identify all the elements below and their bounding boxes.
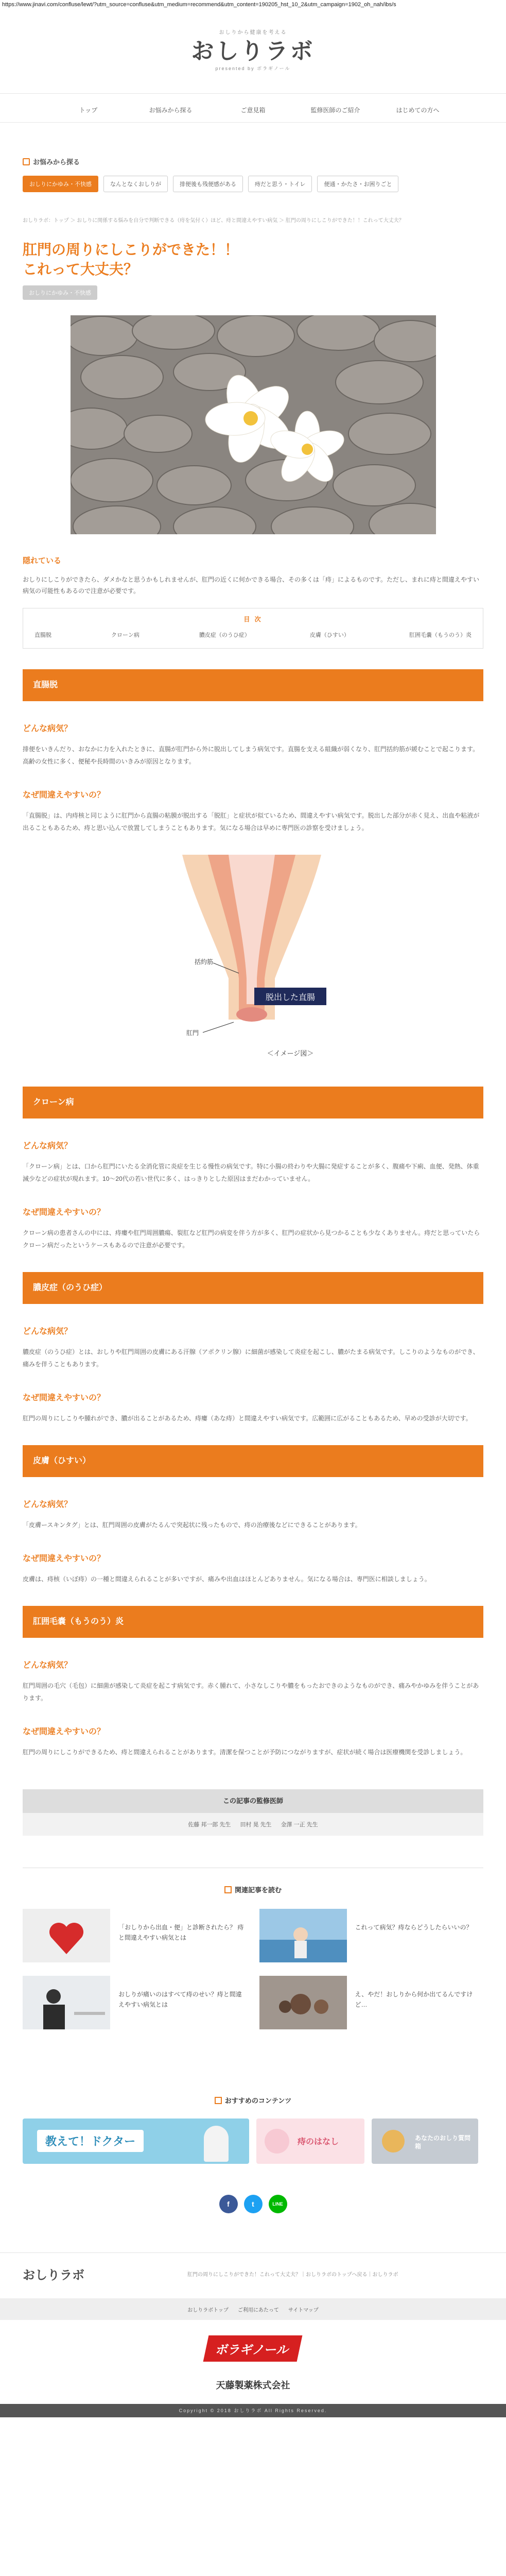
subheading-what: どんな病気？ bbox=[23, 1500, 73, 1509]
site-header bbox=[0, 19, 506, 94]
footer-nav-top[interactable]: おしりラボトップ bbox=[187, 2307, 229, 2313]
banner-hemorrhoid-story[interactable] bbox=[256, 2119, 364, 2164]
line-share-icon[interactable]: LINE bbox=[269, 2195, 287, 2213]
related-thumbnail bbox=[259, 1909, 347, 1962]
banner-label: あなたのおしり質問箱 bbox=[415, 2134, 471, 2150]
banner-question-box[interactable] bbox=[372, 2119, 478, 2164]
related-thumbnail bbox=[23, 1909, 110, 1962]
related-title: 「おしりから出血・便」と診断されたら？ 痔と間違えやすい病気とは bbox=[118, 1924, 244, 1941]
doctor-icon bbox=[204, 2126, 229, 2162]
tag-itch[interactable]: おしりにかゆみ・不快感 bbox=[23, 176, 98, 192]
share-buttons bbox=[23, 2195, 483, 2213]
recommend-heading-text: おすすめのコンテンツ bbox=[224, 2097, 292, 2105]
brand-logos bbox=[0, 2335, 506, 2392]
table-of-contents bbox=[23, 608, 483, 649]
checkbox-icon bbox=[23, 158, 30, 165]
section-text: 肛門の周りにしこりや腫れができ、膿が出ることがあるため、痔瘻（あな痔）と間違えやすい病気です。広範囲に広がることもあるため、早めの受診が大切です。 bbox=[23, 1415, 472, 1422]
boraginol-logo[interactable]: ボラギノール bbox=[203, 2335, 303, 2362]
section-text: 「直腸脱」は、内痔核と同じように肛門から直腸の粘膜が脱出する「脱肛」と症状が似ているため、間違えやすい病気です。脱出した部分が赤く見え、出血や粘液が出ることもあるため、痔と思い込んで放置してしまうこともあります。気になる場合は早めに専門医の診察を受けましょう。 bbox=[23, 812, 480, 832]
illu-label-prolapse: 脱出した直腸 bbox=[265, 993, 316, 1002]
supervisor-heading: この記事の監修医師 bbox=[23, 1789, 483, 1813]
title-line-1: 肛門の周りにしこりができた！！ bbox=[23, 242, 239, 258]
face-icon bbox=[265, 2129, 289, 2154]
toc-item-2[interactable]: クローン病 bbox=[111, 632, 139, 638]
recommend-banners bbox=[23, 2119, 483, 2164]
section-text: 「皮膚ースキンタグ」とは、肛門周囲の皮膚がたるんで突起状に残ったもので、痔の治療後などにできることがあります。 bbox=[23, 1521, 361, 1529]
section-heading-crohn: クローン病 bbox=[23, 1087, 483, 1118]
list-icon bbox=[224, 1886, 232, 1893]
subheading-why-confused: なぜ間違えやすいの？ bbox=[23, 1394, 106, 1402]
subheading-why-confused: なぜ間違えやすいの？ bbox=[23, 1208, 106, 1217]
category-badge[interactable]: おしりにかゆみ・不快感 bbox=[23, 285, 97, 300]
copyright: Copyright © 2018 おしりラボ All Rights Reserved. bbox=[0, 2404, 506, 2417]
site-logo[interactable] bbox=[0, 36, 506, 72]
related-thumbnail bbox=[259, 1976, 347, 2029]
nav-doctors[interactable]: 監修医師のご紹介 bbox=[310, 107, 360, 114]
nav-first-time[interactable]: はじめての方へ bbox=[396, 107, 440, 114]
related-article[interactable] bbox=[259, 1976, 484, 2029]
maker-logo[interactable]: 天藤製薬株式会社 bbox=[216, 2380, 290, 2391]
title-line-2: これって大丈夫？ bbox=[23, 261, 138, 277]
tag-bowel[interactable]: 便通・かたさ・お困りごと bbox=[317, 176, 398, 192]
related-title: え、やだ！おしりから何か出てるんですけど… bbox=[355, 1991, 473, 2008]
illu-caption: ＜イメージ図＞ bbox=[267, 1049, 314, 1057]
section-text: 排便をいきんだり、おなかに力を入れたときに、直腸が肛門から外に脱出してしまう病気です。直腸を支える組織が弱くなり、肛門括約筋が緩むことで起こります。高齢の女性に多く、便秘や長時間のいきみが原因となります。 bbox=[23, 745, 479, 765]
toc-item-3[interactable]: 膿皮症（のうひ症） bbox=[199, 632, 250, 638]
illu-label-anus: 肛門 bbox=[186, 1029, 199, 1037]
related-title: おしりが痛いのはすべて痔のせい？痔と間違えやすい病気とは bbox=[118, 1991, 242, 2008]
lead-heading: 隠れている bbox=[23, 556, 62, 565]
subheading-why-confused: なぜ間違えやすいの？ bbox=[23, 1727, 106, 1736]
section-text: 皮膚は、痔核（いぼ痔）の一種と間違えられることが多いですが、痛みや出血はほとんどありません。気になる場合は、専門医に相談しましょう。 bbox=[23, 1575, 431, 1583]
related-title: これって病気？痔ならどうしたらいいの？ bbox=[355, 1924, 473, 1931]
tag-toilet[interactable]: 痔だと思う・トイレ bbox=[248, 176, 312, 192]
tagbox-title: お悩みから探る bbox=[33, 158, 80, 166]
footer-nav-sitemap[interactable]: サイトマップ bbox=[288, 2307, 319, 2313]
site-footer bbox=[0, 2252, 506, 2417]
section-text: 膿皮症（のうひ症）とは、おしりや肛門周囲の皮膚にある汗腺（アポクリン腺）に細菌が感染して炎症を起こし、膿がたまる病気です。しこりのようなものができ、痛みを伴うこともあります。 bbox=[23, 1348, 479, 1368]
tag-residual[interactable]: 排便後も残便感がある bbox=[173, 176, 243, 192]
footer-nav bbox=[0, 2298, 506, 2320]
subheading-why-confused: なぜ間違えやすいの？ bbox=[23, 1554, 106, 1563]
logo-text: おしりラボ bbox=[191, 39, 315, 64]
subheading-what: どんな病気？ bbox=[23, 724, 73, 733]
site-tagline: おしりから健康を考える bbox=[219, 30, 287, 36]
nav-concerns[interactable]: お悩みから探る bbox=[149, 107, 193, 114]
footer-links[interactable]: 肛門の周りにしこりができた！これって大丈夫？｜おしりラボのトップへ戻る｜おしりラボ bbox=[187, 2272, 398, 2278]
nav-feedback[interactable]: ご意見箱 bbox=[240, 107, 266, 114]
twitter-share-icon[interactable]: t bbox=[244, 2195, 263, 2213]
breadcrumb[interactable]: おしりラボ：トップ ＞ おしりに関係する悩みを自分で判断できる（痔を気付く）ほど、痔と間違えやすい病気 ＞ 肛門の周りにしこりができた！！これって大丈夫？ bbox=[23, 218, 404, 224]
section-heading-rectal-prolapse: 直腸脱 bbox=[23, 669, 483, 701]
nav-top[interactable]: トップ bbox=[79, 107, 98, 114]
banner-label: 教えて！ドクター bbox=[37, 2130, 144, 2152]
section-text: クローン病の患者さんの中には、痔瘻や肛門周囲膿瘍、裂肛など肛門の病変を伴う方が多く、肛門の症状から見つかることも少なくありません。痔だと思っていたらクローン病だったというケースもあるので注意が必要です。 bbox=[23, 1229, 480, 1249]
global-nav bbox=[0, 99, 506, 123]
page-title bbox=[23, 240, 483, 279]
section-text: 肛門の周りにしこりができるため、痔と間違えられることがあります。清潔を保つことが予防につながりますが、症状が続く場合は医療機関を受診しましょう。 bbox=[23, 1749, 467, 1756]
address-bar[interactable]: https://www.jinavi.com/confluse/lewt/?utm_source=confluse&utm_medium=recommend&utm_content=190205_hst_10_2&utm_campaign=1902_oh_nah/ibs/s bbox=[0, 0, 506, 19]
banner-ask-doctor[interactable] bbox=[23, 2119, 249, 2164]
subheading-what: どんな病気？ bbox=[23, 1142, 73, 1150]
section-text: 「クローン病」とは、口から肛門にいたる全消化管に炎症を生じる慢性の病気です。特に小腸の終わりや大腸に発症することが多く、腹痛や下痢、血便、発熱、体重減少などの症状が現れます。10〜20代の若い世代に多く、はっきりとした原因はまだわかっていません。 bbox=[23, 1163, 479, 1182]
related-article[interactable] bbox=[23, 1976, 247, 2029]
section-text: 肛門周囲の毛穴（毛包）に細菌が感染して炎症を起こす病気です。赤く腫れて、小さなしこりや膿をもったおできのようなものができ、痛みやかゆみを伴うことがあります。 bbox=[23, 1682, 479, 1702]
subheading-what: どんな病気？ bbox=[23, 1661, 73, 1670]
footer-nav-terms[interactable]: ご利用にあたって bbox=[237, 2307, 279, 2313]
rectal-prolapse-illustration bbox=[172, 850, 331, 1066]
supervisor-name[interactable]: 田村 晃 先生 bbox=[240, 1822, 272, 1828]
hero-image bbox=[71, 315, 436, 534]
related-article[interactable] bbox=[23, 1909, 247, 1962]
facebook-share-icon[interactable]: f bbox=[219, 2195, 238, 2213]
related-heading-text: 関連記事を読む bbox=[234, 1886, 282, 1894]
banner-label: 痔のはなし bbox=[298, 2138, 339, 2146]
supervisor-name[interactable]: 金澤 一正 先生 bbox=[281, 1822, 318, 1828]
subheading-what: どんな病気？ bbox=[23, 1327, 73, 1336]
tag-vague[interactable]: なんとなくおしりが bbox=[103, 176, 168, 192]
subheading-why-confused: なぜ間違えやすいの？ bbox=[23, 791, 106, 800]
related-articles bbox=[23, 1909, 483, 2029]
concern-tag-box bbox=[23, 157, 483, 206]
section-heading-folliculitis: 肛囲毛嚢（もうのう）炎 bbox=[23, 1606, 483, 1638]
illu-label-sphincter: 括約筋 bbox=[194, 958, 214, 965]
supervisor-box bbox=[23, 1789, 483, 1857]
mailbox-icon bbox=[382, 2130, 405, 2153]
section-heading-pyoderma: 膿皮症（のうひ症） bbox=[23, 1272, 483, 1304]
toc-item-4[interactable]: 皮膚（ひすい） bbox=[309, 632, 350, 638]
toc-title: 目 次 bbox=[243, 616, 263, 623]
check-icon bbox=[215, 2097, 222, 2104]
section-heading-skin-tag: 皮膚（ひすい） bbox=[23, 1445, 483, 1477]
toc-item-1[interactable]: 直腸脱 bbox=[34, 632, 51, 638]
related-article[interactable] bbox=[259, 1909, 484, 1962]
related-thumbnail bbox=[23, 1976, 110, 2029]
related-heading bbox=[23, 1885, 483, 1894]
lead-text: おしりにしこりができたら、ダメかなと思うかもしれませんが、肛門の近くに何かできる場合、その多くは「痔」によるものです。ただし、まれに痔と間違えやすい病気の可能性もあるので注意が必要です。 bbox=[23, 576, 480, 595]
recommend-heading bbox=[23, 2095, 483, 2105]
logo-subtitle: presented by ボラギノール bbox=[215, 66, 291, 71]
footer-logo[interactable]: おしりラボ bbox=[23, 2268, 84, 2282]
supervisor-name[interactable]: 佐藤 邦一郎 先生 bbox=[188, 1822, 231, 1828]
toc-item-5[interactable]: 肛囲毛嚢（もうのう）炎 bbox=[409, 632, 472, 638]
